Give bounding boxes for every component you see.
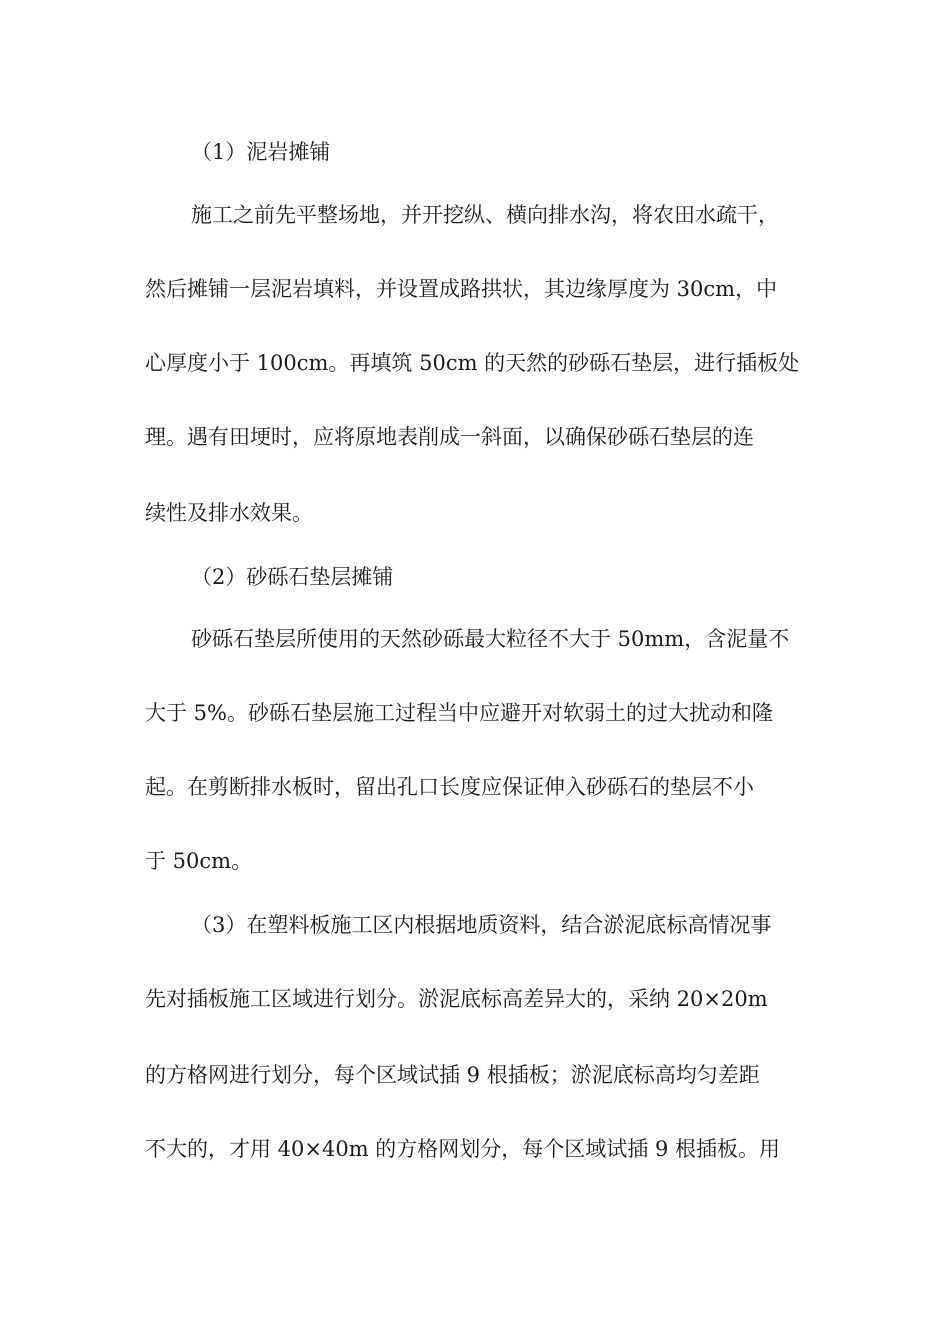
section-1-heading: （1）泥岩摊铺	[191, 140, 331, 164]
section-2-line-1: 砂砾石垫层所使用的天然砂砾最大粒径不大于 50mm，含泥量不	[191, 627, 790, 651]
section-2-heading: （2）砂砾石垫层摊铺	[191, 565, 394, 589]
section-3-line-2: 先对插板施工区域进行划分。淤泥底标高差异大的，采纳 20×20m	[145, 987, 768, 1011]
section-1-line-5: 续性及排水效果。	[145, 501, 313, 525]
section-3-line-4: 不大的，才用 40×40m 的方格网划分，每个区域试插 9 根插板。用	[145, 1137, 781, 1161]
section-2-line-4: 于 50cm。	[145, 849, 253, 873]
section-2-line-2: 大于 5%。砂砾石垫层施工过程当中应避开对软弱土的过大扰动和隆	[145, 701, 773, 725]
section-1-line-2: 然后摊铺一层泥岩填料，并设置成路拱状，其边缘厚度为 30cm，中	[145, 277, 778, 301]
section-1-line-4: 理。遇有田埂时，应将原地表削成一斜面，以确保砂砾石垫层的连	[145, 425, 754, 449]
section-1-line-3: 心厚度小于 100cm。再填筑 50cm 的天然的砂砾石垫层，进行插板处	[145, 351, 800, 375]
section-3-line-3: 的方格网进行划分，每个区域试插 9 根插板；淤泥底标高均匀差距	[145, 1063, 760, 1087]
section-3-line-1: （3）在塑料板施工区内根据地质资料，结合淤泥底标高情况事	[191, 913, 772, 937]
section-1-line-1: 施工之前先平整场地，并开挖纵、横向排水沟，将农田水疏干，	[191, 203, 779, 227]
section-2-line-3: 起。在剪断排水板时，留出孔口长度应保证伸入砂砾石的垫层不小	[145, 775, 754, 799]
